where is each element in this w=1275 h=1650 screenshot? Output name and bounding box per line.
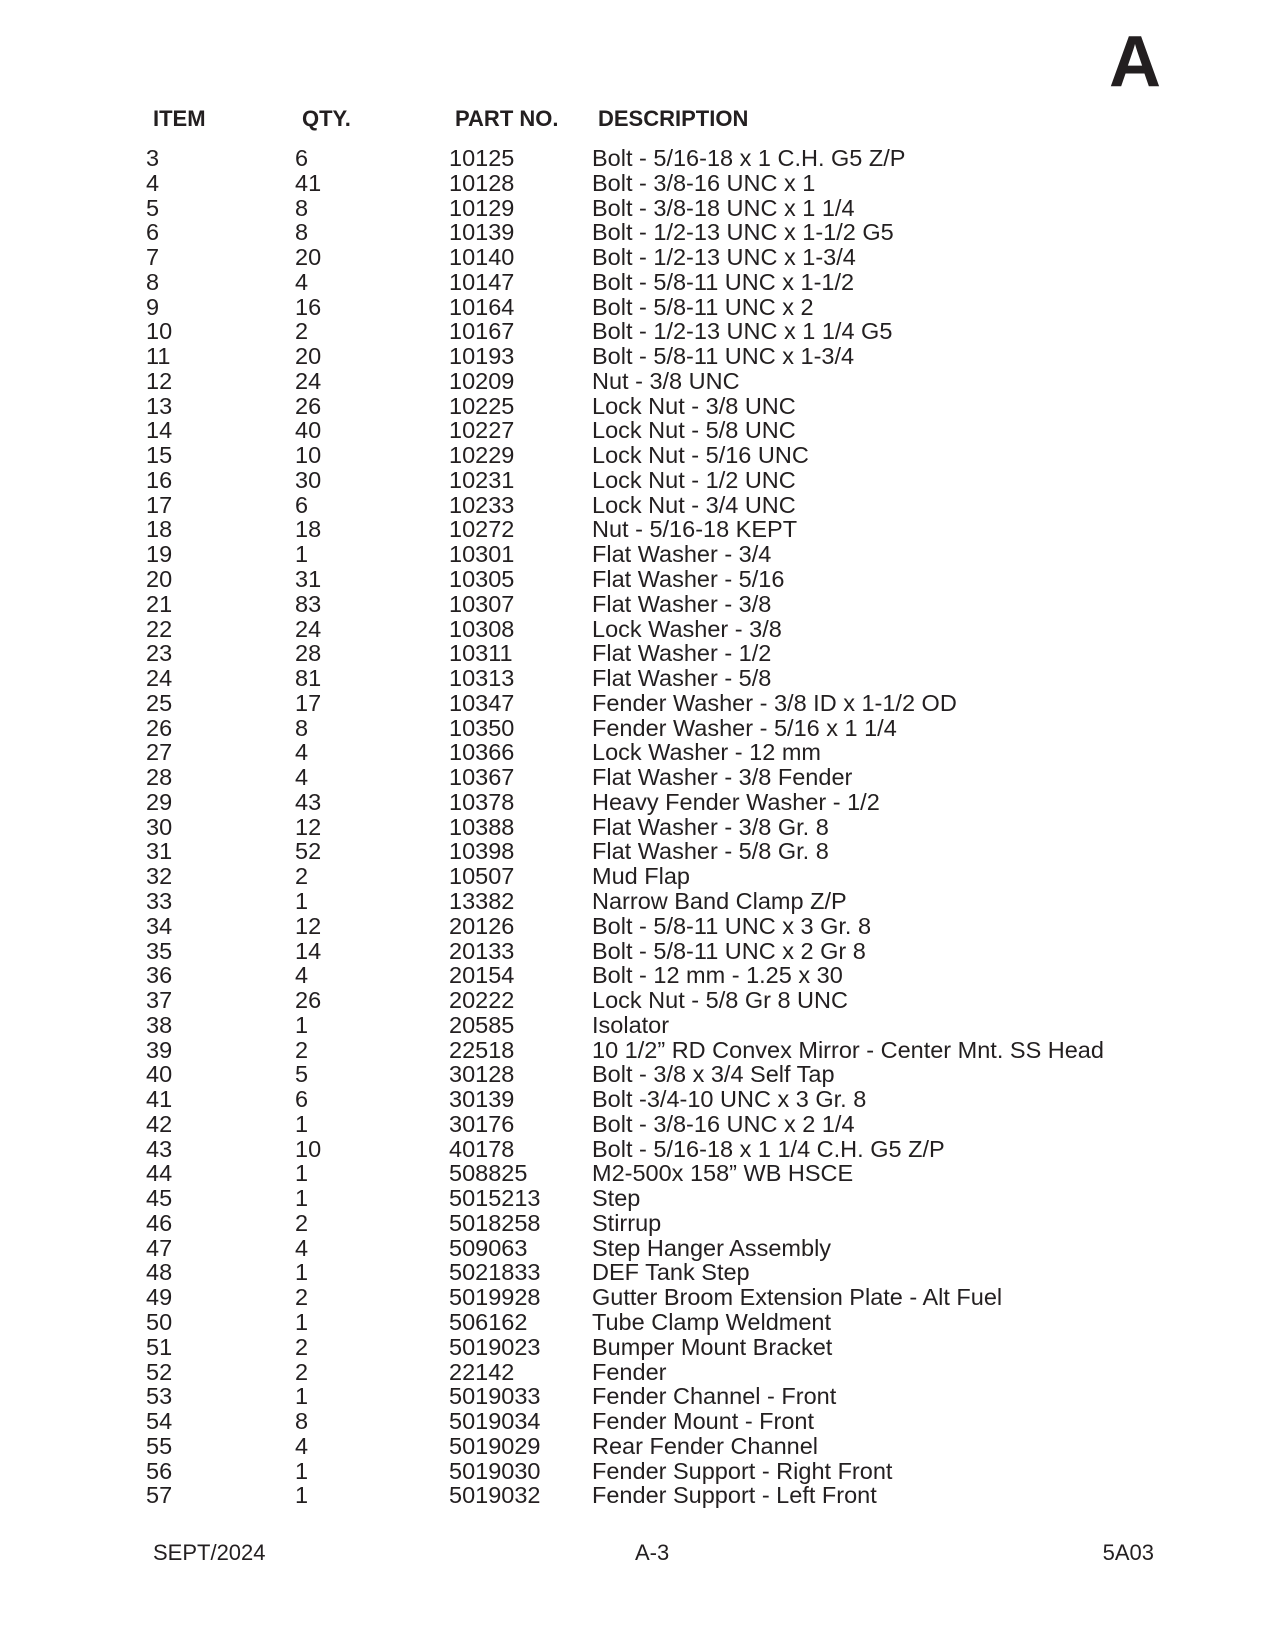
part-number: 10507 [449,863,515,890]
description: M2-500x 158” WB HSCE [592,1160,854,1187]
item-number: 39 [146,1036,173,1063]
quantity: 4 [295,739,309,766]
item-number: 18 [146,516,173,543]
part-number: 508825 [449,1160,528,1187]
quantity: 20 [295,244,322,271]
description: Flat Washer - 3/8 [592,590,772,617]
item-number: 42 [146,1110,173,1137]
item-number: 29 [146,788,173,815]
item-number: 12 [146,367,173,394]
description: Heavy Fender Washer - 1/2 [592,788,880,815]
item-number: 20 [146,566,173,593]
quantity: 10 [295,1135,322,1162]
item-number: 16 [146,466,173,493]
description: Fender Mount - Front [592,1408,815,1435]
quantity: 1 [295,1457,309,1484]
item-number: 30 [146,813,173,840]
part-number: 10272 [449,516,515,543]
description: Fender [592,1358,667,1385]
item-number: 48 [146,1259,173,1286]
description: Bolt - 5/8-11 UNC x 2 [592,293,814,320]
description: Flat Washer - 5/16 [592,566,785,593]
part-number: 10308 [449,615,515,642]
description: Bolt - 1/2-13 UNC x 1-1/2 G5 [592,219,894,246]
part-number: 30128 [449,1061,515,1088]
quantity: 1 [295,1185,309,1212]
item-number: 38 [146,1011,173,1038]
item-number: 25 [146,689,173,716]
item-number: 11 [146,343,171,370]
description: Bolt - 1/2-13 UNC x 1-3/4 [592,244,856,271]
description: Bumper Mount Bracket [592,1333,833,1360]
description: Flat Washer - 5/8 [592,665,772,692]
quantity: 2 [295,1358,309,1385]
part-number: 10233 [449,491,515,518]
item-number: 21 [146,590,173,617]
part-number: 5015213 [449,1185,541,1212]
description: Step [592,1185,641,1212]
description: Rear Fender Channel [592,1432,818,1459]
quantity: 1 [295,541,309,568]
description: Bolt - 3/8 x 3/4 Self Tap [592,1061,835,1088]
item-number: 4 [146,169,160,196]
quantity: 18 [295,516,322,543]
part-number: 10125 [449,145,515,171]
description: Gutter Broom Extension Plate - Alt Fuel [592,1284,1003,1311]
item-number: 15 [146,442,173,469]
description: Lock Washer - 12 mm [592,739,821,766]
description: Nut - 5/16-18 KEPT [592,516,798,543]
description: Flat Washer - 3/8 Fender [592,764,853,791]
item-number: 26 [146,714,173,741]
part-number: 10193 [449,343,515,370]
quantity: 17 [295,689,322,716]
header-description: DESCRIPTION [598,106,749,131]
item-number: 6 [146,219,160,246]
description: Bolt - 5/8-11 UNC x 2 Gr 8 [592,937,866,964]
item-number: 7 [146,244,160,271]
description: Bolt - 5/16-18 x 1 C.H. G5 Z/P [592,145,906,171]
part-number: 10313 [449,665,515,692]
description: Flat Washer - 3/4 [592,541,772,568]
description: Bolt - 5/16-18 x 1 1/4 C.H. G5 Z/P [592,1135,945,1162]
quantity: 5 [295,1061,309,1088]
part-number: 10227 [449,417,515,444]
item-number: 51 [146,1333,173,1360]
part-number: 10164 [449,293,515,320]
description: Lock Nut - 5/8 UNC [592,417,796,444]
part-number: 22518 [449,1036,515,1063]
part-number: 10225 [449,392,515,419]
quantity: 2 [295,1333,309,1360]
description: Bolt - 5/8-11 UNC x 1-1/2 [592,268,855,295]
item-number: 44 [146,1160,173,1187]
part-number: 5019030 [449,1457,541,1484]
part-number: 5019033 [449,1383,541,1410]
item-number: 3 [146,145,160,171]
part-number: 10398 [449,838,515,865]
item-number: 10 [146,318,173,345]
quantity: 81 [295,665,322,692]
part-number: 30176 [449,1110,515,1137]
part-number: 10231 [449,466,515,493]
description: 10 1/2” RD Convex Mirror - Center Mnt. SS Head [592,1036,1104,1063]
part-number: 10307 [449,590,515,617]
quantity: 8 [295,194,309,221]
quantity: 16 [295,293,322,320]
quantity: 52 [295,838,322,865]
part-number: 10167 [449,318,515,345]
item-number: 28 [146,764,173,791]
quantity: 2 [295,863,309,890]
part-number: 5019029 [449,1432,541,1459]
part-number: 10305 [449,566,515,593]
quantity: 31 [295,566,322,593]
part-number: 10140 [449,244,515,271]
description: Flat Washer - 3/8 Gr. 8 [592,813,829,840]
quantity: 28 [295,640,322,667]
quantity: 40 [295,417,322,444]
item-number: 35 [146,937,173,964]
footer-doc-code: 5A03 [1102,1540,1154,1565]
part-number: 506162 [449,1308,528,1335]
item-number: 23 [146,640,173,667]
item-number: 36 [146,962,173,989]
quantity: 26 [295,392,322,419]
quantity: 24 [295,367,322,394]
description: Step Hanger Assembly [592,1234,832,1261]
description: Tube Clamp Weldment [592,1308,832,1335]
description: Stirrup [592,1209,662,1236]
part-number: 13382 [449,887,515,914]
quantity: 4 [295,1234,309,1261]
part-number: 5018258 [449,1209,541,1236]
item-number: 22 [146,615,173,642]
description: Lock Nut - 3/8 UNC [592,392,796,419]
description: Flat Washer - 5/8 Gr. 8 [592,838,829,865]
description: Fender Channel - Front [592,1383,837,1410]
quantity: 20 [295,343,322,370]
quantity: 4 [295,1432,309,1459]
footer-date: SEPT/2024 [153,1540,266,1565]
item-number: 5 [146,194,160,221]
quantity: 2 [295,1284,309,1311]
part-number: 10139 [449,219,515,246]
quantity: 8 [295,219,309,246]
item-number: 19 [146,541,173,568]
item-number: 47 [146,1234,173,1261]
quantity: 1 [295,887,309,914]
item-number: 49 [146,1284,173,1311]
part-number: 10128 [449,169,515,196]
item-number: 52 [146,1358,173,1385]
quantity: 1 [295,1482,309,1509]
item-number: 24 [146,665,173,692]
part-number: 20585 [449,1011,515,1038]
quantity: 1 [295,1383,309,1410]
header-qty: QTY. [302,106,351,131]
quantity: 1 [295,1308,309,1335]
quantity: 83 [295,590,322,617]
item-number: 8 [146,268,160,295]
part-number: 5019023 [449,1333,541,1360]
item-number: 43 [146,1135,173,1162]
quantity: 2 [295,1036,309,1063]
part-number: 5019034 [449,1408,541,1435]
part-number: 5019928 [449,1284,541,1311]
part-number: 20154 [449,962,515,989]
description: Isolator [592,1011,670,1038]
description: Fender Washer - 5/16 x 1 1/4 [592,714,897,741]
quantity: 1 [295,1160,309,1187]
description: Bolt - 12 mm - 1.25 x 30 [592,962,843,989]
header-item: ITEM [153,106,206,131]
part-number: 20222 [449,987,515,1014]
item-number: 33 [146,887,173,914]
part-number: 22142 [449,1358,515,1385]
part-number: 10347 [449,689,515,716]
description: DEF Tank Step [592,1259,750,1286]
item-number: 54 [146,1408,173,1435]
description: Bolt - 3/8-18 UNC x 1 1/4 [592,194,855,221]
item-number: 9 [146,293,160,320]
quantity: 43 [295,788,322,815]
item-number: 17 [146,491,173,518]
quantity: 1 [295,1259,309,1286]
part-number: 10367 [449,764,515,791]
part-number: 509063 [449,1234,528,1261]
quantity: 6 [295,145,309,171]
item-number: 14 [146,417,173,444]
quantity: 4 [295,962,309,989]
item-number: 34 [146,912,173,939]
description: Flat Washer - 1/2 [592,640,772,667]
quantity: 14 [295,937,322,964]
quantity: 4 [295,268,309,295]
part-number: 20126 [449,912,515,939]
quantity: 1 [295,1011,309,1038]
description: Fender Washer - 3/8 ID x 1-1/2 OD [592,689,957,716]
item-number: 27 [146,739,173,766]
footer-page-number: A-3 [635,1540,670,1565]
quantity: 6 [295,491,309,518]
part-number: 40178 [449,1135,515,1162]
description: Lock Nut - 5/16 UNC [592,442,809,469]
part-number: 10209 [449,367,515,394]
item-number: 57 [146,1482,173,1509]
part-number: 5021833 [449,1259,541,1286]
quantity: 26 [295,987,322,1014]
item-number: 13 [146,392,173,419]
description: Bolt - 5/8-11 UNC x 3 Gr. 8 [592,912,872,939]
part-number: 10388 [449,813,515,840]
item-number: 53 [146,1383,173,1410]
quantity: 2 [295,1209,309,1236]
quantity: 8 [295,1408,309,1435]
description: Bolt - 3/8-16 UNC x 2 1/4 [592,1110,855,1137]
item-number: 50 [146,1308,173,1335]
quantity: 2 [295,318,309,345]
description: Lock Washer - 3/8 [592,615,782,642]
description: Bolt - 5/8-11 UNC x 1-3/4 [592,343,855,370]
quantity: 8 [295,714,309,741]
description: Bolt - 1/2-13 UNC x 1 1/4 G5 [592,318,893,345]
quantity: 1 [295,1110,309,1137]
part-number: 10366 [449,739,515,766]
part-number: 5019032 [449,1482,541,1509]
section-letter: A [1109,22,1161,102]
description: Narrow Band Clamp Z/P [592,887,847,914]
part-number: 10229 [449,442,515,469]
item-number: 31 [146,838,173,865]
item-number: 55 [146,1432,173,1459]
part-number: 10301 [449,541,515,568]
description: Bolt -3/4-10 UNC x 3 Gr. 8 [592,1086,867,1113]
description: Lock Nut - 5/8 Gr 8 UNC [592,987,848,1014]
description: Nut - 3/8 UNC [592,367,740,394]
item-number: 41 [146,1086,173,1113]
part-number: 10129 [449,194,515,221]
part-number: 20133 [449,937,515,964]
item-number: 37 [146,987,173,1014]
part-number: 10378 [449,788,515,815]
quantity: 30 [295,466,322,493]
quantity: 12 [295,813,322,840]
part-number: 30139 [449,1086,515,1113]
quantity: 6 [295,1086,309,1113]
description: Fender Support - Right Front [592,1457,893,1484]
item-number: 56 [146,1457,173,1484]
item-number: 32 [146,863,173,890]
description: Mud Flap [592,863,690,890]
header-part-no: PART NO. [455,106,559,131]
part-number: 10350 [449,714,515,741]
description: Lock Nut - 3/4 UNC [592,491,796,518]
quantity: 4 [295,764,309,791]
description: Lock Nut - 1/2 UNC [592,466,796,493]
quantity: 24 [295,615,322,642]
part-number: 10147 [449,268,515,295]
description: Bolt - 3/8-16 UNC x 1 [592,169,816,196]
quantity: 10 [295,442,322,469]
item-number: 46 [146,1209,173,1236]
part-number: 10311 [449,640,513,667]
quantity: 12 [295,912,322,939]
item-number: 45 [146,1185,173,1212]
description: Fender Support - Left Front [592,1482,877,1509]
item-number: 40 [146,1061,173,1088]
quantity: 41 [295,169,322,196]
